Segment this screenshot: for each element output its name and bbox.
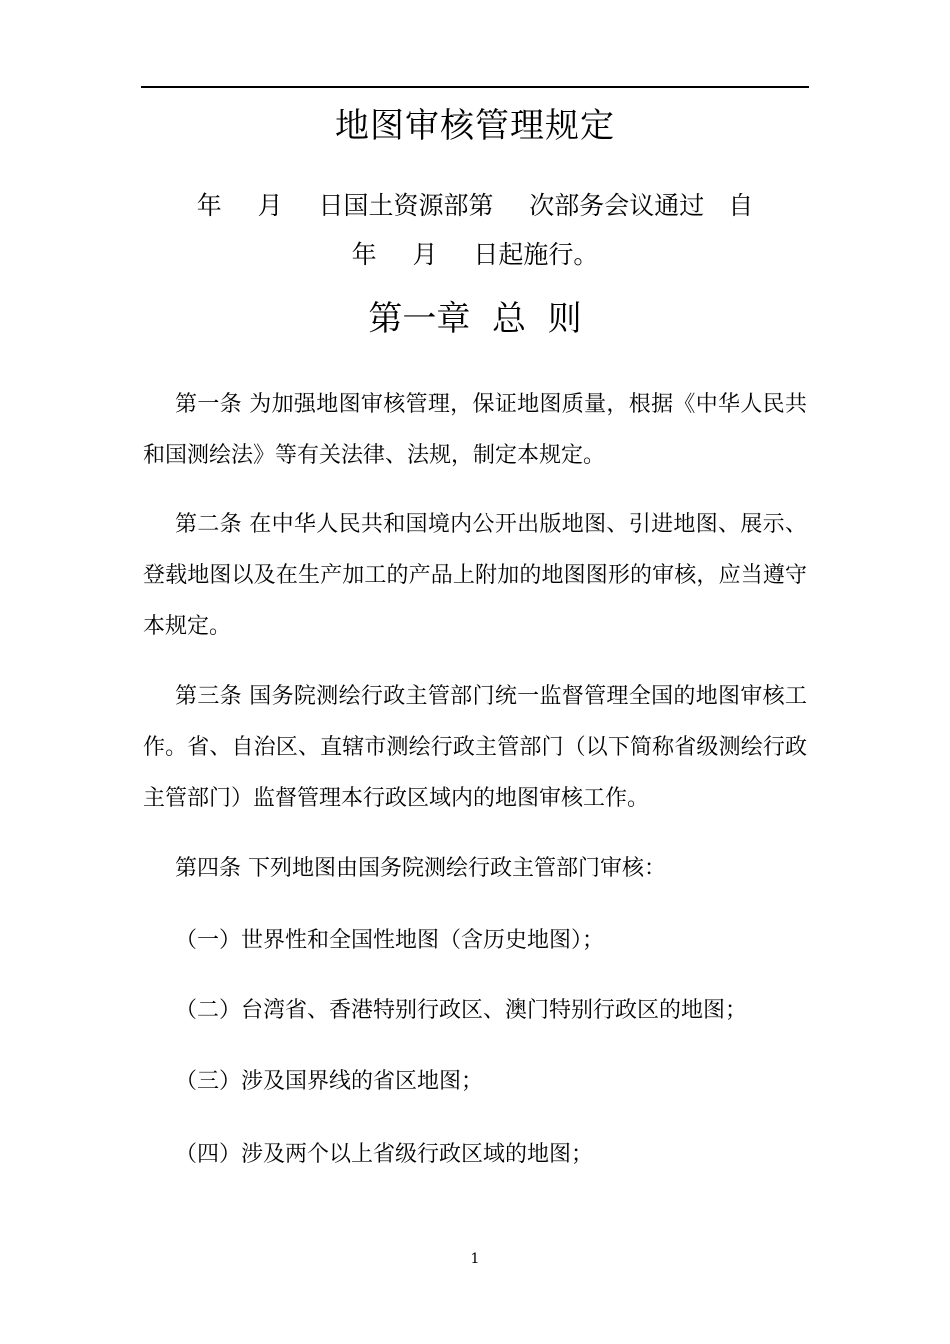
list-item: （四）涉及两个以上省级行政区域的地图； xyxy=(175,1142,594,1167)
list-item: （二）台湾省、香港特别行政区、澳门特别行政区的地图； xyxy=(175,998,748,1023)
adoption-note-line-2: 年 月 日起施行。 xyxy=(351,240,599,269)
article-2: 第二条 在中华人民共和国境内公开出版地图、引进地图、展示、登载地图以及在生产加工的产品上附加的地图图形的审核，应当遵守本规定。 xyxy=(143,512,807,639)
article-4: 第四条 下列地图由国务院测绘行政主管部门审核： xyxy=(175,856,666,881)
chapter-heading: 第一章 总 则 xyxy=(368,299,582,339)
list-item: （一）世界性和全国性地图（含历史地图）； xyxy=(175,928,605,953)
article-1: 第一条 为加强地图审核管理，保证地图质量，根据《中华人民共和国测绘法》等有关法律、法规，制定本规定。 xyxy=(143,392,807,468)
adoption-note-line-1: 年 月 日国土资源部第 次部务会议通过 自 xyxy=(196,191,754,220)
list-item: （三）涉及国界线的省区地图； xyxy=(175,1069,484,1094)
page-number: 1 xyxy=(470,1251,480,1267)
header-rule xyxy=(141,86,809,88)
document-title: 地图审核管理规定 xyxy=(335,106,615,146)
article-3: 第三条 国务院测绘行政主管部门统一监督管理全国的地图审核工作。省、自治区、直辖市测绘行政主管部门（以下简称省级测绘行政主管部门）监督管理本行政区域内的地图审核工作。 xyxy=(143,684,807,811)
